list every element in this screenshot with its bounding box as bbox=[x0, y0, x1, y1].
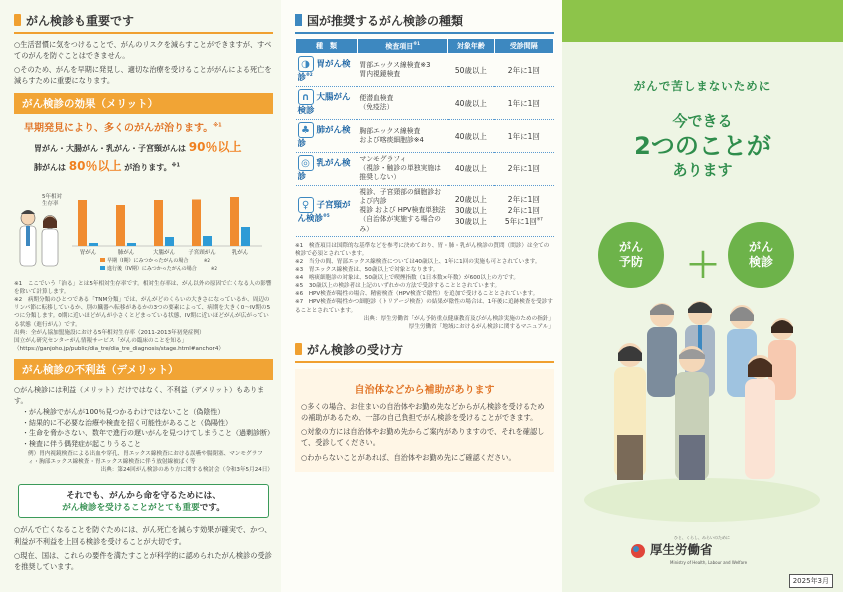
survival-rate-line-2: 肺がんは 80％以上 が治ります。$^{※1}$ bbox=[34, 158, 180, 173]
bar-early-3 bbox=[192, 200, 201, 247]
demerit-item: ・生命を脅かさない、数年で進行の遅いがんを見つけてしまうこと（過剰診断） bbox=[22, 429, 274, 438]
outro-paragraph: ○がんで亡くなることを防ぐためには、がん死亡を減らす効果が確実で、かつ、利益が不利益を上回る検診を受けることが大切です。 bbox=[14, 525, 272, 546]
cover-headline: 今できる 2つのことが あります bbox=[634, 112, 771, 179]
cover-subtitle: がんで苦しまないために bbox=[633, 79, 772, 93]
lung-icon: ♣ bbox=[298, 122, 314, 138]
note: ※2 病期分類のひとつである「TNM分類」では、がんがどのくらいの大きさになっているか、周辺のリンパ節に転移しているか、別の臓器へ転移があるかの3つの要素によって、病期を大きく0～IV期の5つに分類します。0期に近いほどがんが小さくとどまっている状態、IV期に近いほどがんが広がっている状態（進行がん）です。 bbox=[14, 297, 271, 328]
legend-early-note: ※2 bbox=[204, 258, 210, 263]
plus-icon: ＋ bbox=[686, 246, 720, 286]
screening-age: 50歳以上 bbox=[448, 54, 494, 87]
uterus-icon: ♀ bbox=[298, 197, 314, 213]
note: 出典：全がん協加盟施設における5年相対生存率（2011-2013年初発症例） bbox=[14, 329, 205, 336]
screening-table bbox=[295, 38, 554, 237]
note: （https://ganjoho.jp/public/dia_tre/dia_tre_diagnosis/stage.html#anchor4） bbox=[14, 345, 224, 352]
person-front-right bbox=[745, 355, 775, 479]
circle-screening: がん 検診 bbox=[728, 222, 794, 288]
screening-name: ♀ 子宮頸がん検診$^{※5}$ bbox=[296, 185, 358, 236]
rate-90: 90％以上 bbox=[188, 139, 242, 154]
table-row bbox=[296, 120, 554, 153]
chart-category-label: 乳がん bbox=[231, 250, 249, 256]
demerit-heading: がん検診の不利益（デメリット） bbox=[14, 359, 273, 380]
intro-paragraph: ○そのため、がんを早期に発見し、適切な治療を受けることががんによる死亡を減らすために重要になります。 bbox=[14, 65, 272, 86]
bar-late-2 bbox=[165, 237, 174, 246]
demerit-source: 出典：第24回がん検診のあり方に関する検討会（令和3年5月24日） bbox=[100, 467, 273, 474]
table-row bbox=[296, 54, 554, 87]
breast-icon: ◎ bbox=[298, 155, 314, 171]
demerit-item: ・検査に伴う偶発症が起こりうること bbox=[22, 440, 141, 449]
survival-rate-line-1: 胃がん・大腸がん・乳がん・子宮頸がんは 90％以上 bbox=[34, 139, 242, 154]
note: ※1 ここでいう「治る」とは5年相対生存率です。相対生存率は、がん以外の原因で亡くなる人の影響を除いて計算します。 bbox=[14, 281, 272, 296]
screening-age: 20歳以上 30歳以上 30歳以上 bbox=[448, 185, 494, 236]
chart-category-label: 肺がん bbox=[117, 250, 135, 256]
table-row bbox=[296, 152, 554, 185]
bar-early-2 bbox=[154, 200, 163, 246]
subsidy-item: ○多くの場合、お住まいの自治体やお勤め先などからがん検診を受けるための補助があるため、一部の自己負担でがん検診を受けることができます。 bbox=[301, 401, 545, 423]
chart-figures-illustration bbox=[14, 178, 273, 274]
screening-method: 便潜血検査 （免疫法） bbox=[357, 87, 447, 120]
merit-notes bbox=[14, 280, 273, 353]
emphasis-box: それでも、がんから命を守るためには、 がん検診を受けることがとても重要です。 bbox=[18, 484, 269, 518]
col-age: 対象年齢 bbox=[448, 39, 494, 54]
middle-panel bbox=[281, 0, 562, 592]
legend-late-note: ※2 bbox=[211, 266, 217, 271]
bar-late-3 bbox=[203, 236, 212, 246]
table-row bbox=[296, 185, 554, 236]
section-title-importance: がん検診も重要です bbox=[14, 10, 273, 34]
screening-name: ∩ 大腸がん検診 bbox=[296, 87, 358, 120]
screening-method: マンモグラフィ （視診・触診の単独実施は推奨しない） bbox=[357, 152, 447, 185]
bar-late-1 bbox=[127, 243, 136, 246]
ministry-tagline: ひと、くらし、みらいのために bbox=[674, 535, 730, 540]
ministry-name-en: Ministry of Health, Labour and Welfare bbox=[670, 560, 748, 565]
col-interval: 受診間隔 bbox=[494, 39, 553, 54]
person-front-left bbox=[614, 343, 646, 480]
intro-paragraph: ○生活習慣に気をつけることで、がんのリスクを減らすことができますが、すべてのがんを防ぐことはできません。 bbox=[14, 40, 272, 61]
table-footnotes: ※1 検査項目は国際的な基準などを参考に決めており、胃・肺・乳がん検診の質問（問診）は全ての検診で必須とされています。 ※2 当分の間、胃部エックス線検査については40歳以上、1年に1回の実施も可とされています。 ※3 胃エックス線検査は、50歳以上で対象となります。 ※4 喀痰細胞診の対象は、50歳以上で喫煙指数（1日本数×年数）が600以上の方です。 ※5 30歳以上の検診者は上記のいずれかの方法で受診することとされています。 ※6 HPV検査が陽性の場合、精密検査（HPV検査で陰性）を追加で受けることとされています。 ※7 HPV検査が陽性かつ細胞診（トリアージ検査）の結果が陰性の場合は、1年後に追跡検査を受診することとされています。 出典：厚生労働省「がん予防重点健康教育及びがん検診実施のための指針」 厚生労働省「地域におけるがん検診に関するマニュアル」 bbox=[295, 242, 554, 330]
merit-heading: がん検診の効果（メリット） bbox=[14, 93, 273, 114]
legend-swatch-early bbox=[100, 258, 105, 262]
screening-name: ◎ 乳がん検診 bbox=[296, 152, 358, 185]
screening-interval: 2年に1回 bbox=[494, 152, 553, 185]
table-header-row bbox=[296, 39, 554, 54]
stomach-icon: ◑ bbox=[298, 56, 314, 72]
screening-method: 視診、子宮頸部の細胞診および内診 視診 および HPV検査単独法 （自治体が実施する場合のみ） bbox=[357, 185, 447, 236]
screening-name: ♣ 肺がん検診 bbox=[296, 120, 358, 153]
merit-subheading: 早期発見により、多くのがんが治ります。$^{※1}$ bbox=[24, 122, 222, 134]
demerit-intro: ○がん検診には利益（メリット）だけではなく、不利益（デメリット）もあります。 bbox=[14, 385, 265, 405]
chart-legend bbox=[100, 257, 217, 272]
section-title-types: 国が推奨するがん検診の種類 bbox=[295, 10, 554, 34]
screening-age: 40歳以上 bbox=[448, 87, 494, 120]
colon-icon: ∩ bbox=[298, 89, 314, 105]
bar-early-4 bbox=[230, 197, 239, 246]
bar-early-0 bbox=[78, 200, 87, 246]
chart-category-label: 子宮頸がん bbox=[188, 250, 216, 256]
legend-late: 進行後（IV期）にみつかったがんの場合 bbox=[107, 266, 197, 272]
subsidy-item: ○対象の方には自治体やお勤め先からご案内がありますので、それを確認して、受診してください。 bbox=[301, 427, 545, 448]
bar-early-1 bbox=[116, 205, 125, 246]
subsidy-box bbox=[295, 369, 554, 472]
ministry-logo-icon bbox=[630, 543, 646, 559]
survival-chart bbox=[14, 178, 273, 274]
chart-category-label: 大腸がん bbox=[152, 250, 176, 256]
screening-interval: 1年に1回 bbox=[494, 87, 553, 120]
demerit-example: 例）胃内視鏡検査による出血や穿孔、胃エックス線検査における誤嚥や腸閉塞、マンモグラフィ・胸部エックス線検査・胃エックス線検査に伴う放射線被ばく等 bbox=[28, 451, 263, 466]
bar-late-4 bbox=[241, 227, 250, 246]
doctor-illustration bbox=[20, 210, 58, 266]
chart-ylabel-1: 5年相対 bbox=[42, 194, 62, 200]
screening-age: 40歳以上 bbox=[448, 152, 494, 185]
col-method: 検査項目$^{※1}$ bbox=[357, 39, 447, 54]
family-illustration bbox=[562, 285, 843, 525]
issue-date: 2025年3月 bbox=[789, 574, 833, 588]
circle-prevention: がん 予防 bbox=[598, 222, 664, 288]
ministry-name: 厚生労働省 bbox=[650, 542, 713, 557]
screening-method: 胸部エックス線検査 および喀痰細胞診※4 bbox=[357, 120, 447, 153]
rate-80: 80％以上 bbox=[68, 158, 122, 173]
subsidy-item: ○わからないことがあれば、自治体やお勤め先にご確認ください。 bbox=[301, 452, 516, 462]
chart-plot-area bbox=[72, 197, 262, 256]
screening-name: ◑ 胃がん検診$^{※2}$ bbox=[296, 54, 358, 87]
note: 国立がん研究センターがん情報サービス「がんの臨床のことを知る」 bbox=[14, 337, 188, 344]
cover-top-band bbox=[562, 0, 843, 42]
chart-category-label: 胃がん bbox=[79, 250, 97, 256]
person-back-left bbox=[647, 303, 677, 397]
legend-early: 早期（I期）にみつかったがんの場合 bbox=[107, 258, 189, 264]
screening-interval: 2年に1回 bbox=[494, 54, 553, 87]
screening-age: 40歳以上 bbox=[448, 120, 494, 153]
screening-interval: 1年に1回 bbox=[494, 120, 553, 153]
screening-interval: 2年に1回 2年に1回 5年に1回$^{※7}$ bbox=[494, 185, 553, 236]
screening-method: 胃部エックス線検査※3 胃内視鏡検査 bbox=[357, 54, 447, 87]
legend-swatch-late bbox=[100, 266, 105, 270]
col-type: 種 類 bbox=[296, 39, 358, 54]
chart-ylabel-2: 生存率 bbox=[42, 201, 59, 207]
subsidy-heading: 自治体などから補助があります bbox=[354, 384, 495, 396]
bar-late-0 bbox=[89, 243, 98, 246]
demerit-item: ・がん検診でがんが100％見つかるわけではないこと（偽陰性） bbox=[22, 407, 225, 416]
section-title-how-to: がん検診の受け方 bbox=[295, 339, 554, 363]
outro-paragraph: ○現在、国は、これらの要件を満たすことが科学的に認められたがん検診の受診を推奨しています。 bbox=[14, 550, 272, 571]
demerit-item: ・結果的に不必要な治療や検査を招く可能性があること（偽陽性） bbox=[22, 418, 232, 427]
table-row bbox=[296, 87, 554, 120]
cover-panel bbox=[562, 0, 843, 592]
left-panel bbox=[0, 0, 281, 592]
